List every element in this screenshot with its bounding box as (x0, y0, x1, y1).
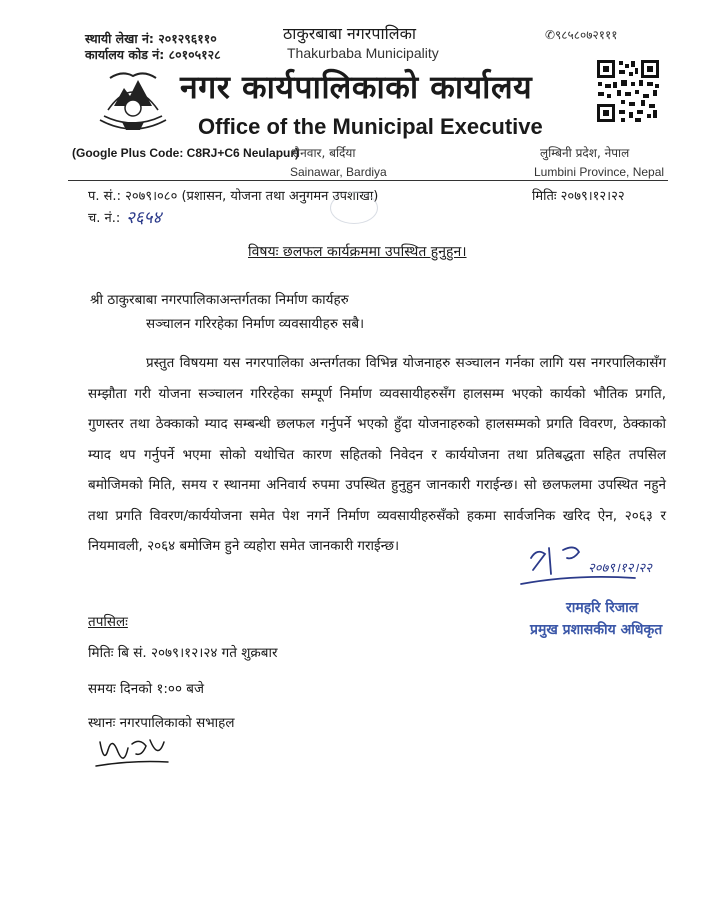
signature-date: २०७९।१२।२२ (588, 561, 652, 576)
office-title-np: नगर कार्यपालिकाको कार्यालय (180, 68, 533, 106)
schedule-place: स्थानः नगरपालिकाको सभाहल (88, 715, 235, 731)
subject-line: विषयः छलफल कार्यक्रममा उपस्थित हुनुहुन। (248, 244, 467, 260)
municipality-name-en: Thakurbaba Municipality (287, 45, 439, 61)
plus-code (72, 146, 299, 160)
reference-number: प. सं.: २०७९।०८० (प्रशासन, योजना तथा अनुगमन उपशाखा) (88, 189, 379, 204)
province-np: लुम्बिनी प्रदेश, नेपाल (540, 146, 630, 160)
municipality-emblem-icon (92, 66, 174, 138)
phone-number: ✆९८५८०७२१११ (545, 28, 618, 42)
municipality-name-np: ठाकुरबाबा नगरपालिका (283, 24, 417, 43)
qr-code-icon (595, 58, 661, 124)
initial-signature-icon (92, 730, 172, 770)
officer-title: प्रमुख प्रशासकीय अधिकृत (530, 622, 663, 638)
officer-name: रामहरि रिजाल (566, 600, 639, 616)
dispatch-label: च. नं.: (88, 211, 121, 226)
location-np: सैनवार, बर्दिया (292, 146, 356, 160)
schedule-heading: तपसिलः (88, 614, 128, 630)
schedule-time: समयः दिनको १:०० बजे (88, 681, 204, 697)
office-title-en: Office of the Municipal Executive (198, 114, 543, 139)
plus-code-text: (Google Plus Code: C8RJ+C6 Neulapur) (72, 146, 300, 160)
registration-number: स्थायी लेखा नं: २०१२९६११० (85, 31, 217, 46)
letter-date: मितिः २०७९।१२।२२ (532, 189, 625, 204)
recipient-line-1: श्री ठाकुरबाबा नगरपालिकाअन्तर्गतका निर्माण कार्यहरु (90, 292, 349, 308)
office-stamp-faint (330, 192, 378, 224)
recipient-line-2: सञ्चालन गरिरहेका निर्माण व्यवसायीहरु सबै। (146, 316, 365, 332)
province-en: Lumbini Province, Nepal (534, 165, 665, 179)
dispatch-number: २६५४ (126, 208, 162, 228)
office-code: कार्यालय कोड नं: ८०१०५१२८ (85, 47, 221, 62)
header-divider (68, 180, 668, 181)
schedule-date: मितिः बि सं. २०७९।१२।२४ गते शुक्रबार (88, 645, 278, 661)
body-paragraph: प्रस्तुत विषयमा यस नगरपालिका अन्तर्गतका विभिन्न योजनाहरु सञ्चालन गर्नका लागि यस नगरपालिकासँग सम्झौता गरी योजना सञ्चालन गरिरहेका सम्पूर्ण निर्माण व्यवसायीहरुसँग हालसम्म भएको कार्यको भौतिक प्रगति, गुणस्तर तथा ठेक्काको म्याद सम्बन्धी छलफल गर्नुपर्ने भएको हुँदा योजनाहरुको हालसम्मको प्रगति विवरण, ठेक्काको म्याद थप गर्नुपर्ने भएमा सोको यथोचित कारण सहितको निवेदन र कार्ययोजना तथा प्रतिबद्धता सहित तपसिल बमोजिमको मिति, समय र स्थानमा अनिवार्य रुपमा उपस्थित हुनुहुन जानकारी गराईन्छ। सो छलफलमा उपस्थित नहुने तथा प्रगति विवरण/कार्ययोजना समेत पेश नगर्ने निर्माण व्यवसायीहरुसँको हकमा सार्वजनिक खरिद ऐन, २०६३ र नियमावली, २०६४ बमोजिम हुने व्यहोरा समेत जानकारी गराईन्छ। (88, 355, 666, 554)
location-en: Sainawar, Bardiya (290, 165, 387, 179)
